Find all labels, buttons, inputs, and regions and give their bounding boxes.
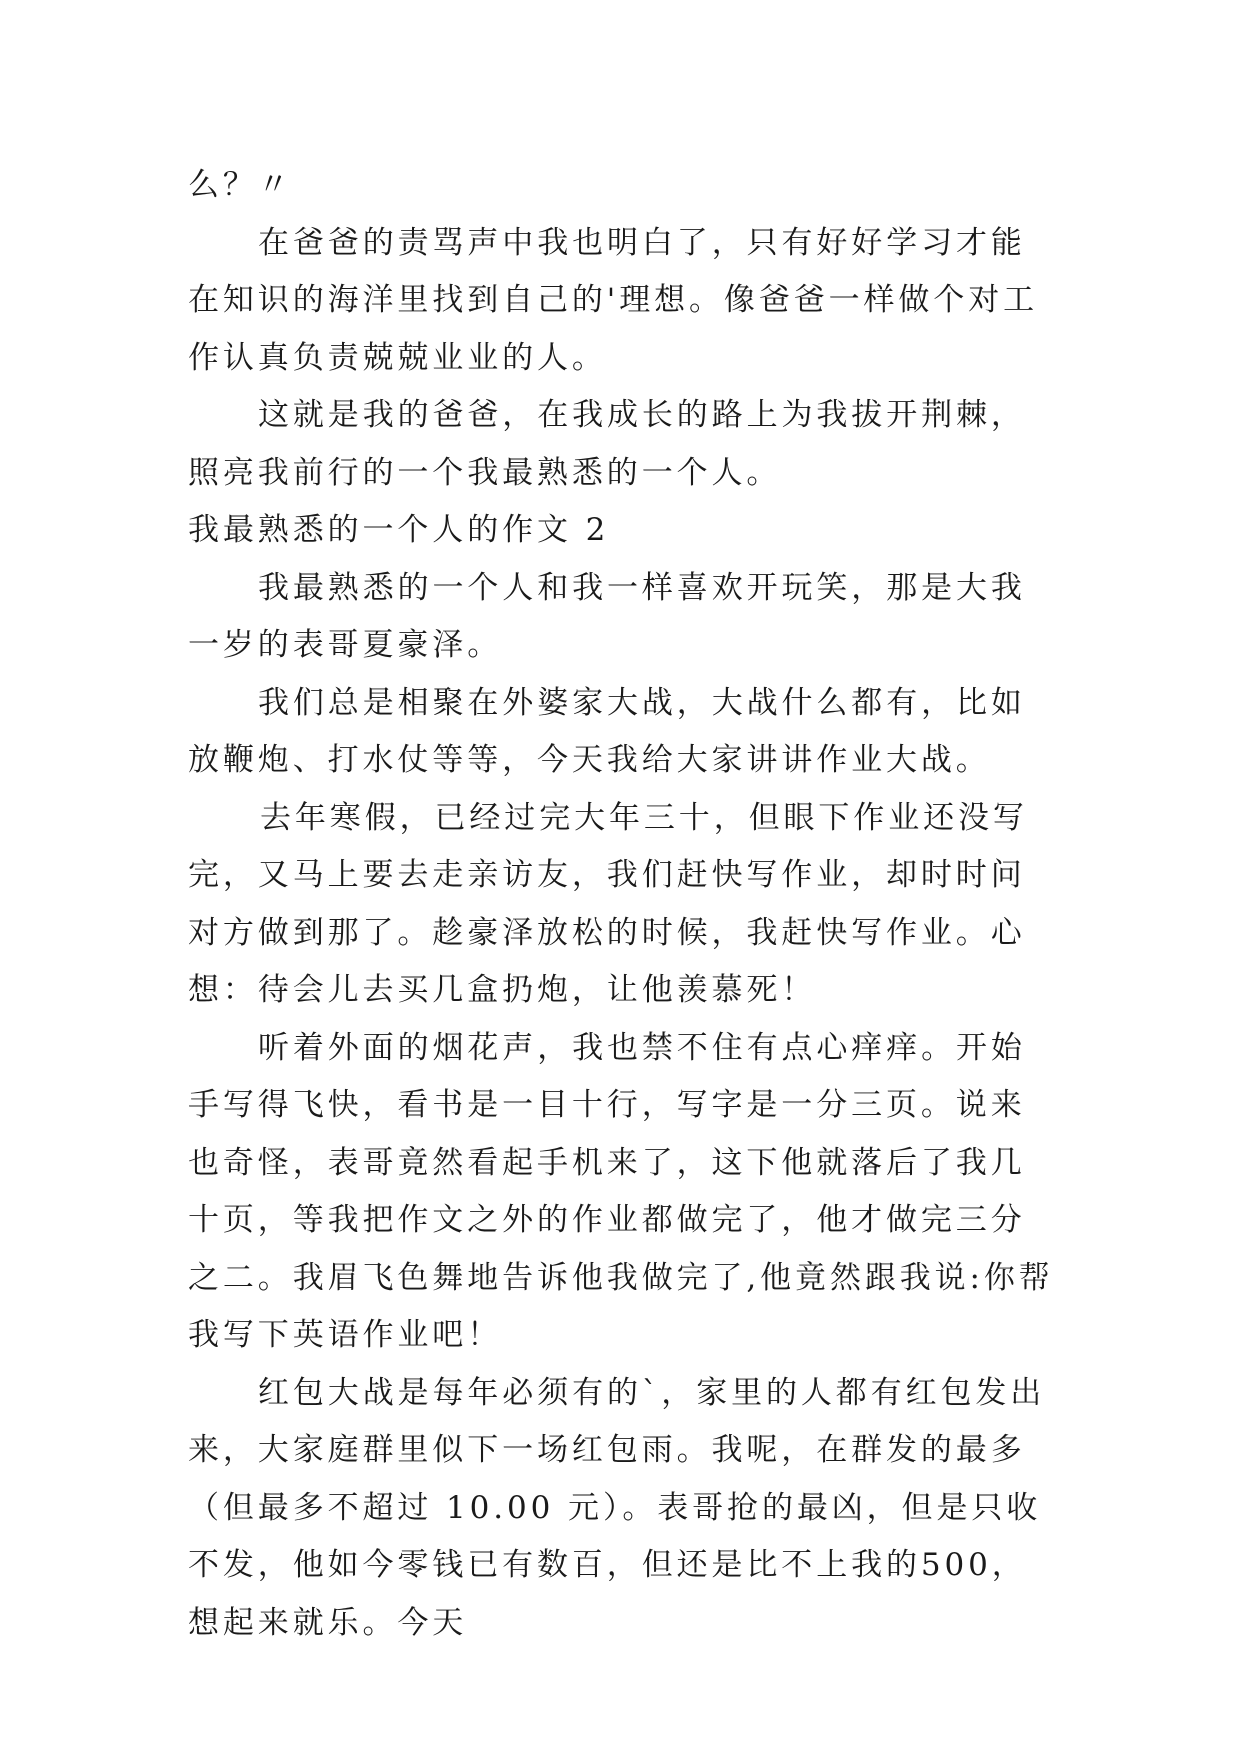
paragraph: 我最熟悉的一个人和我一样喜欢开玩笑，那是大我一岁的表哥夏豪泽。 [188,569,1026,663]
paragraph: 听着外面的烟花声，我也禁不住有点心痒痒。开始手写得飞快，看书是一目十行，写字是一分三页。说来也奇怪，表哥竟然看起手机来了，这下他就落后了我几十页，等我把作文之外的作业都做完了，他才做完三分之二。我眉飞色舞地告诉他我做完了,他竟然跟我说:你帮我写下英语作业吧！ [188,1029,1054,1353]
paragraph: 我们总是相聚在外婆家大战，大战什么都有，比如放鞭炮、打水仗等等，今天我给大家讲讲作业大战。 [188,684,1026,778]
paragraph: 在爸爸的责骂声中我也明白了，只有好好学习才能在知识的海洋里找到自己的'理想。像爸爸一样做个对工作认真负责兢兢业业的人。 [188,224,1039,376]
paragraph: 红包大战是每年必须有的`，家里的人都有红包发出来，大家庭群里似下一场红包雨。我呢，在群发的最多（但最多不超过 10.00 元）。表哥抢的最凶，但是只收不发，他如今零钱已有数百，但还是比不上我的500，想起来就乐。今天 [188,1374,1046,1641]
paragraph-continuation: 么？〃 [188,167,293,203]
document-body [188,157,1058,1652]
section-heading: 我最熟悉的一个人的作文 2 [188,512,610,548]
paragraph: 这就是我的爸爸，在我成长的路上为我拔开荆棘，照亮我前行的一个我最熟悉的一个人。 [188,397,1026,491]
paragraph: 去年寒假，已经过完大年三十，但眼下作业还没写完，又马上要去走亲访友，我们赶快写作业，却时时问对方做到那了。趁豪泽放松的时候，我赶快写作业。心想：待会儿去买几盒扔炮，让他羡慕死！ [188,799,1028,1008]
